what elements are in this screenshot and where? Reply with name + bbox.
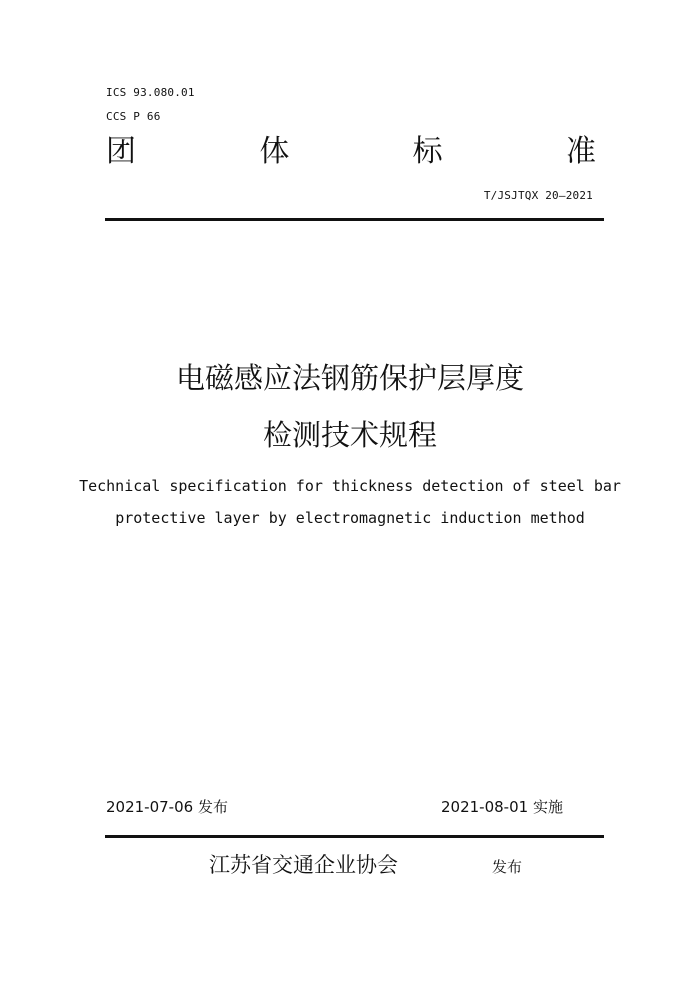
top-divider (105, 218, 604, 221)
standard-type-char: 团 (106, 134, 136, 169)
implementation-date: 2021-08-01 实施 (441, 798, 563, 816)
bottom-divider (105, 835, 604, 838)
title-en-line1: Technical specification for thickness detection of steel bar (79, 477, 621, 495)
issue-label: 发布 (492, 858, 523, 876)
ccs-code: CCS P 66 (106, 110, 161, 123)
ics-code: ICS 93.080.01 (106, 86, 195, 99)
title-en-line2: protective layer by electromagnetic induction method (115, 509, 585, 527)
standard-type-char: 准 (565, 134, 596, 169)
title-cn-line2: 检测技术规程 (262, 418, 437, 452)
standard-number: T/JSJTQX 20—2021 (483, 189, 593, 202)
standard-type-char: 标 (412, 134, 443, 169)
standard-type-heading (106, 134, 596, 170)
title-cn-line1: 电磁感应法钢筋保护层厚度 (175, 361, 524, 395)
standard-type-char: 体 (259, 134, 290, 169)
issuer-name: 江苏省交通企业协会 (209, 853, 398, 877)
issue-date: 2021-07-06 发布 (106, 798, 228, 816)
